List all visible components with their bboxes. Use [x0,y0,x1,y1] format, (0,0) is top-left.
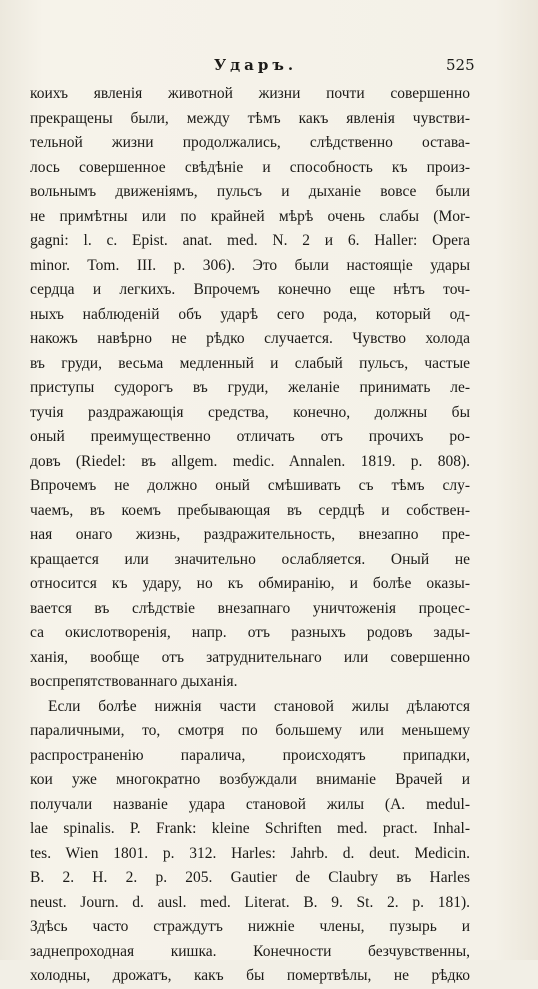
text-line: Если болѣе нижнія части становой жилы дѣлаются [48,697,470,715]
text-line: minor. Tom. III. p. 306). Это были настоящіе удары [30,256,470,274]
text-line: Впрочемъ не должно оный смѣшивать съ тѣмъ слу- [30,477,470,494]
text-line: приступы судорогъ въ груди, желаніе принимать ле- [30,379,470,396]
text-line: вольнымъ движеніямъ, пульсъ и дыханіе вовсе были [30,183,470,200]
text-line: накожъ навѣрно не рѣдко случается. Чувство холода [30,330,470,347]
text-line: довъ (Riedel: въ allgem. medic. Annalen. 1819. p. 808). [30,452,470,470]
text-line: прекращены были, между тѣмъ какъ явленія чувстви- [30,109,470,127]
text-line: холодны, дрожатъ, какъ бы помертвѣлы, не рѣдко [30,967,470,984]
text-line: тучія раздражающія средства, конечно, должны бы [30,403,470,421]
text-line: коихъ явленія животной жизни почти совершенно [30,85,470,102]
page-number: 525 [446,56,475,74]
text-line: заднепроходная кишка. Конечности безчувственны, [30,942,470,960]
text-line: ныхъ наблюденій объ ударѣ сего рода, который од- [30,305,470,323]
text-line: сердца и легкихъ. Впрочемъ конечно еще нѣтъ точ- [30,281,470,298]
text-line: ханія, вообще отъ затруднительнаго или совершенно [30,648,470,666]
text-line: вается въ слѣдствіе внезапнаго уничтоженія процес- [30,599,470,617]
text-line: B. 2. H. 2. p. 205. Gautier de Claubry въ Harles [30,869,470,886]
text-line: тельной жизни продолжались, слѣдственно остава- [30,134,470,151]
text-line: neust. Journ. d. ausl. med. Literat. B. 9. St. 2. p. 181). [30,893,470,911]
text-line: не примѣтны или по крайней мѣрѣ очень слабы (Mor- [30,207,470,225]
text-line: параличными, то, смотря по большему или меньшему [30,722,470,739]
page-header [0,56,538,80]
text-line: кои уже многократно возбуждали вниманіе Врачей и [30,771,470,788]
text-line: lae spinalis. P. Frank: kleine Schriften med. pract. Inhal- [30,820,470,837]
text-line: относится къ удару, но къ обмиранію, и болѣе оказы- [30,575,470,592]
text-line: оный преимущественно отличать отъ прочихъ ро- [30,428,470,445]
text-line: распространенію паралича, происходятъ припадки, [30,746,470,764]
text-line: чаемъ, въ коемъ пребывающая въ сердцѣ и собствен- [30,501,470,519]
text-line: tes. Wien 1801. p. 312. Harles: Jahrb. d. deut. Medicin. [30,844,470,862]
text-line: gagni: l. c. Epist. anat. med. N. 2 и 6. Haller: Opera [30,232,470,249]
body-text [30,82,470,989]
text-line: въ груди, весьма медленный и слабый пульсъ, частые [30,354,470,372]
text-line: кращается или значительно ослабляется. Оный не [30,550,470,568]
text-line: получали названіе удара становой жилы (A. medul- [30,795,470,813]
running-head: Ударъ. [214,56,298,74]
text-line: ная онаго жизнь, раздражительность, внезапно пре- [30,526,470,543]
text-line: воспрепятствованнаго дыханія. [30,673,238,690]
text-line: Здѣсь часто страждутъ нижніе члены, пузырь и [30,918,470,935]
text-line: лось совершенное свѣдѣніе и способность къ произ- [30,158,470,176]
text-line: са окислотворенія, напр. отъ разныхъ родовъ зады- [30,624,470,641]
